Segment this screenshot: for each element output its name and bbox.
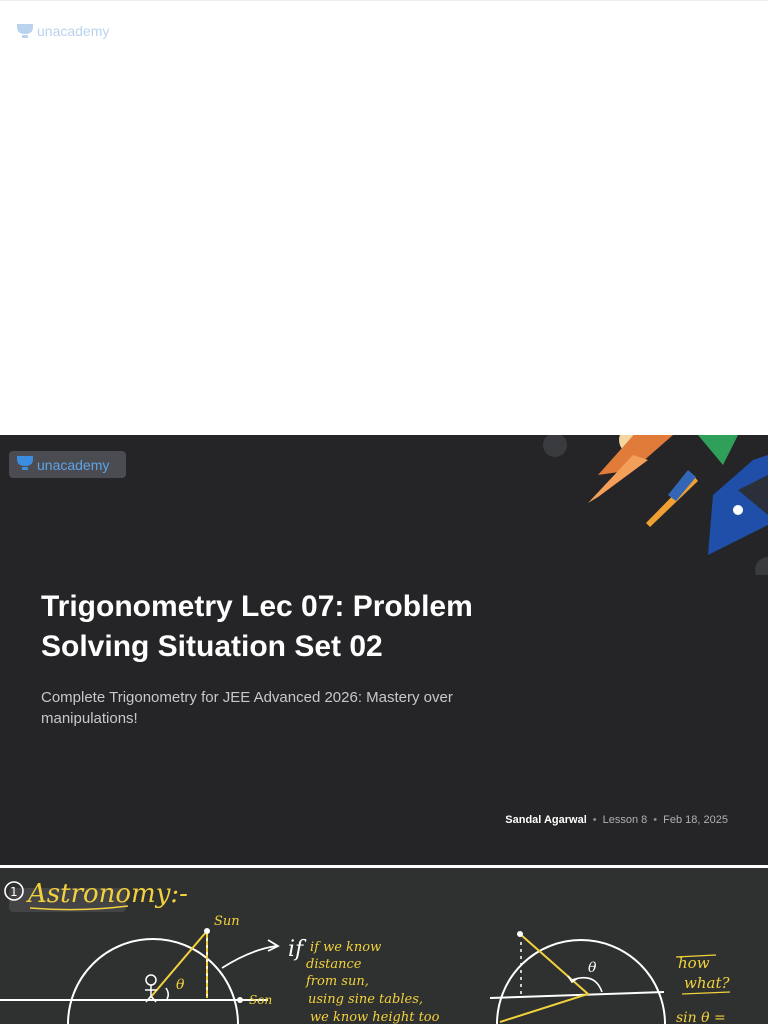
unacademy-logo-icon [17, 24, 33, 38]
blank-slide [0, 0, 768, 436]
unacademy-logo-badge [9, 451, 126, 478]
lesson-meta [505, 814, 728, 826]
note-line-5: we know height too [310, 1010, 440, 1024]
heading-number-text: 1 [10, 885, 18, 899]
title-slide [0, 435, 768, 865]
decorative-shapes-icon [538, 435, 768, 575]
logo-text: unacademy [37, 23, 110, 39]
unacademy-logo-icon [17, 456, 33, 473]
board-slide [0, 868, 768, 1024]
course-subtitle: Complete Trigonometry for JEE Advanced 2026: Mastery over manipulations! [41, 689, 453, 727]
educator-name: Sandal Agarwal [505, 814, 587, 826]
question-line-1: how [678, 954, 710, 972]
question-line-2: what? [684, 974, 730, 992]
note-if: if [288, 937, 304, 962]
note-line-2: distance [306, 957, 362, 972]
theta-label-right: θ [588, 960, 597, 976]
unacademy-logo [17, 23, 109, 39]
formula-text: sin θ = [676, 1010, 726, 1024]
board-heading: Astronomy:- [28, 879, 188, 909]
lesson-title: Trigonometry Lec 07: Problem Solving Situation Set 02 [41, 590, 473, 663]
note-line-3: from sun, [306, 974, 369, 989]
sun-label-right: Son [249, 993, 273, 1007]
meta-separator: • [653, 814, 658, 826]
note-line-4: using sine tables, [308, 992, 424, 1007]
lesson-number: Lesson 8 [602, 814, 648, 826]
chalkboard-drawing [0, 868, 768, 1024]
theta-label: θ [176, 977, 185, 993]
note-line-1: if we know [310, 940, 382, 955]
logo-text: unacademy [37, 456, 110, 473]
meta-separator: • [592, 814, 597, 826]
lesson-date: Feb 18, 2025 [663, 814, 728, 826]
sun-label-top: Sun [214, 914, 240, 929]
